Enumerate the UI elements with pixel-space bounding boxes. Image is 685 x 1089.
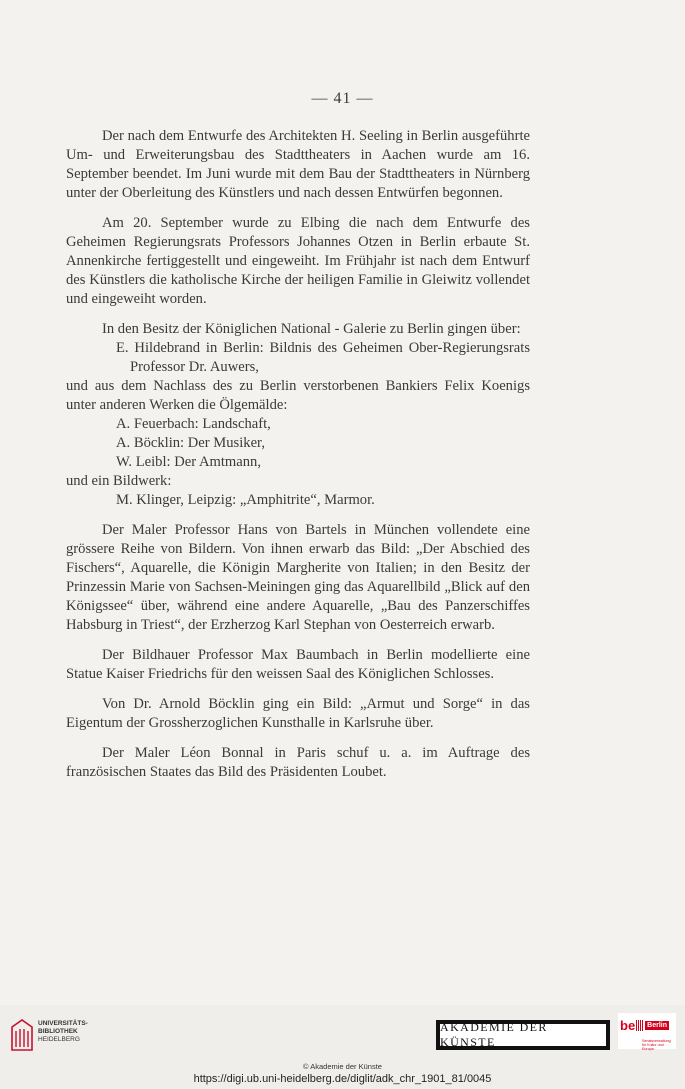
list-item-hildebrand: E. Hildebrand in Berlin: Bildnis des Geheimen Ober-Regierungsrats Professor Dr. Auwers, xyxy=(116,340,530,375)
list-item-boecklin: A. Böcklin: Der Musiker, xyxy=(116,435,265,451)
university-library-name[interactable]: UNIVERSITÄTS- BIBLIOTHEK HEIDELBERG xyxy=(38,1020,88,1043)
list-item-klinger: M. Klinger, Leipzig: „Amphitrite“, Marmor. xyxy=(116,492,375,508)
list-item-feuerbach: A. Feuerbach: Landschaft, xyxy=(116,416,271,432)
paragraph-bonnal: Der Maler Léon Bonnal in Paris schuf u. a. im Auftrage des französischen Staates das Bild des Präsidenten Loubet. xyxy=(66,745,530,780)
paragraph-bildwerk: und ein Bildwerk: xyxy=(66,473,172,489)
paragraph-arnold-boecklin: Von Dr. Arnold Böcklin ging ein Bild: „Armut und Sorge“ in das Eigentum der Grossherzoglichen Kunsthalle in Karlsruhe über. xyxy=(66,696,530,731)
list-item-leibl: W. Leibl: Der Amtmann, xyxy=(116,454,261,470)
paragraph-otzen: Am 20. September wurde zu Elbing die nach dem Entwurfe des Geheimen Regierungsrats Professors Johannes Otzen in Berlin erbaute St. Annenkirche fertiggestellt und eingeweiht. Im Frühjahr ist nach dem Entwurf des Künstlers die katholische Kirche der heiligen Familie in Gleiwitz vollendet und eingeweiht worden. xyxy=(66,215,530,307)
akademie-der-kuenste-logo[interactable]: AKADEMIE DER KÜNSTE xyxy=(436,1020,610,1050)
paragraph-nachlass: und aus dem Nachlass des zu Berlin verstorbenen Bankiers Felix Koenigs unter anderen Werken die Ölgemälde: xyxy=(66,378,530,413)
copyright-notice: © Akademie der Künste xyxy=(303,1062,382,1071)
source-url-link[interactable]: https://digi.ub.uni-heidelberg.de/diglit/adk_chr_1901_81/0045 xyxy=(193,1073,492,1085)
paragraph-baumbach: Der Bildhauer Professor Max Baumbach in Berlin modellierte eine Statue Kaiser Friedrichs für den weissen Saal des Königlichen Schlosses. xyxy=(66,647,530,682)
berlin-senate-logo[interactable]: be Berlin Senatsverwaltung für Kultur und Europa xyxy=(618,1013,676,1049)
berlin-senate-subtitle: Senatsverwaltung für Kultur und Europa xyxy=(642,1039,671,1051)
university-library-logo-icon[interactable] xyxy=(10,1017,34,1053)
body-text xyxy=(66,127,530,782)
brandenburg-gate-icon xyxy=(636,1020,644,1031)
page-number: — 41 — xyxy=(311,90,374,107)
paragraph-seeling: Der nach dem Entwurfe des Architekten H. Seeling in Berlin ausgeführte Um- und Erweiterungsbau des Stadttheaters in Aachen wurde am 16. September beendet. Im Juni wurde mit dem Bau der Stadttheaters in Nürnberg unter der Oberleitung des Künstlers und nach dessen Entwürfen begonnen. xyxy=(66,128,530,201)
paragraph-bartels: Der Maler Professor Hans von Bartels in München vollendete eine grössere Reihe von Bildern. Von ihnen erwarb das Bild: „Der Abschied des Fischers“, Aquarelle, die Königin Margherite von Italien; in den Besitz der Prinzessin Marie von Sachsen-Meiningen ging das Aquarellbild „Blick auf den Königssee“ über, während eine andere Aquarelle, „Bau des Panzerschiffes Habsburg in Triest“, der Erzherzog Karl Stephan von Oesterreich erwarb. xyxy=(66,522,530,633)
paragraph-national-galerie: In den Besitz der Königlichen National - Galerie zu Berlin gingen über: xyxy=(102,321,521,337)
